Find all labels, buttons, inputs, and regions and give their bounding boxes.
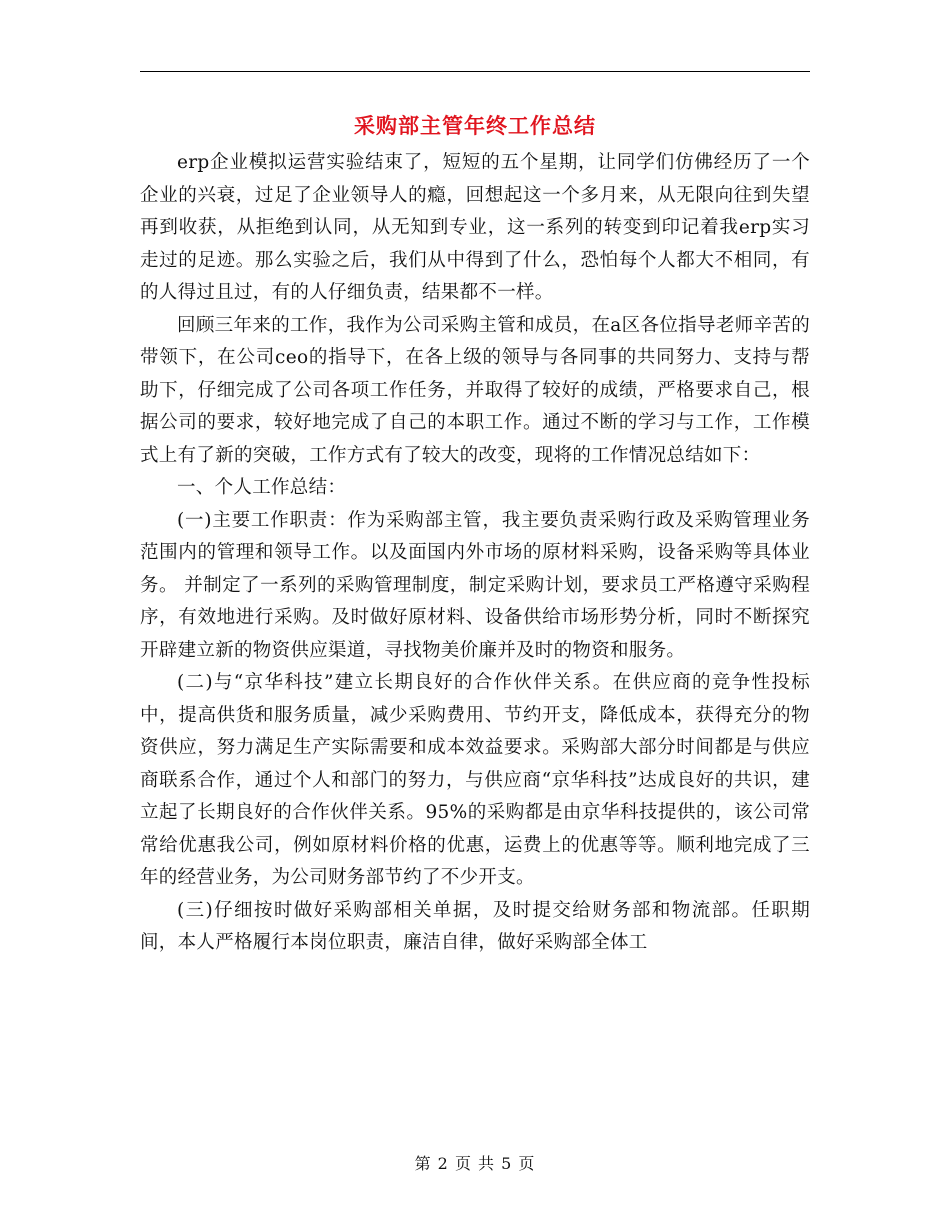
document-body bbox=[140, 147, 810, 960]
document-title: 采购部主管年终工作总结 bbox=[354, 113, 596, 138]
page-number-footer: 第 2 页 共 5 页 bbox=[414, 1154, 536, 1173]
paragraph-2: 回顾三年来的工作，我作为公司采购主管和成员，在a区各位指导老师辛苦的带领下，在公司ceo的指导下，在各上级的领导与各同事的共同努力、支持与帮助下，仔细完成了公司各项工作任务，并取得了较好的成绩，严格要求自己，根据公司的要求，较好地完成了自己的本职工作。通过不断的学习与工作，工作模式上有了新的突破，工作方式有了较大的改变，现将的工作情况总结如下： bbox=[140, 314, 810, 466]
paragraph-5: (三)仔细按时做好采购部相关单据，及时提交给财务部和物流部。任职期间，本人严格履行本岗位职责，廉洁自律，做好采购部全体工 bbox=[140, 899, 810, 953]
paragraph-3: (一)主要工作职责：作为采购部主管，我主要负责采购行政及采购管理业务范围内的管理和领导工作。以及面国内外市场的原材料采购，设备采购等具体业务。 并制定了一系列的采购管理制度，制定采购计划，要求员工严格遵守采购程序，有效地进行采购。及时做好原材料、设备供给市场形势分析，同时不断探究开辟建立新的物资供应渠道，寻找物美价廉并及时的物资和服务。 bbox=[140, 509, 810, 661]
paragraph-1: erp企业模拟运营实验结束了，短短的五个星期，让同学们仿佛经历了一个企业的兴衰，过足了企业领导人的瘾，回想起这一个多月来，从无限向往到失望再到收获，从拒绝到认同，从无知到专业，这一系列的转变到印记着我erp实习走过的足迹。那么实验之后，我们从中得到了什么，恐怕每个人都大不相同，有的人得过且过，有的人仔细负责，结果都不一样。 bbox=[140, 152, 810, 303]
header-rule bbox=[140, 71, 810, 72]
section-heading: 一、个人工作总结： bbox=[177, 477, 347, 498]
paragraph-4: (二)与“京华科技”建立长期良好的合作伙伴关系。在供应商的竞争性投标中，提高供货和服务质量，减少采购费用、节约开支，降低成本，获得充分的物资供应，努力满足生产实际需要和成本效益要求。采购部大部分时间都是与供应商联系合作，通过个人和部门的努力，与供应商“京华科技”达成良好的共识，建立起了长期良好的合作伙伴关系。95%的采购都是由京华科技提供的，该公司常常给优惠我公司，例如原材料价格的优惠，运费上的优惠等等。顺利地完成了三年的经营业务，为公司财务部节约了不少开支。 bbox=[140, 672, 810, 888]
